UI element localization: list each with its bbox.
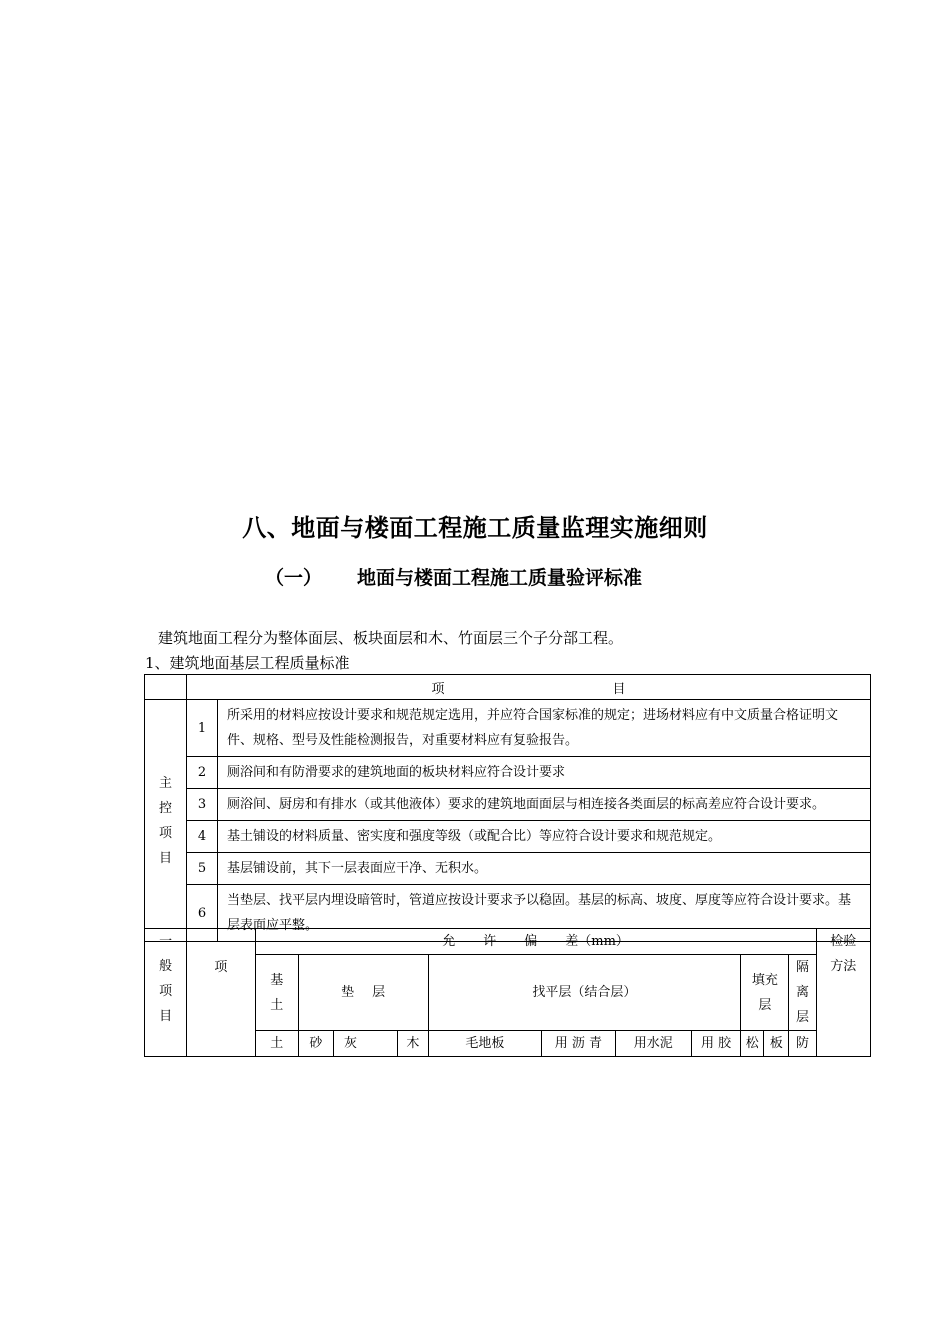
subcol: 松 (741, 1031, 764, 1057)
row-number: 2 (187, 757, 218, 789)
table-row (145, 700, 871, 757)
table-row (145, 821, 871, 853)
row-text: 基层铺设前，其下一层表面应干净、无积水。 (218, 853, 871, 885)
general-items-table (144, 928, 871, 1057)
item-label: 项 (187, 929, 255, 1057)
subcol: 毛地板 (428, 1031, 542, 1057)
subcol: 砂 (298, 1031, 333, 1057)
subcol: 木 (398, 1031, 428, 1057)
inspection-method: 检验 方法 (816, 929, 870, 1057)
row-number: 6 (187, 885, 218, 942)
row-text: 当垫层、找平层内埋设暗管时，管道应按设计要求予以稳固。基层的标高、坡度、厚度等应符合设计要求。基层表面应平整。 (218, 885, 871, 942)
row-number: 3 (187, 789, 218, 821)
intro-paragraph: 建筑地面工程分为整体面层、板块面层和木、竹面层三个子分部工程。 (158, 629, 624, 647)
col-dianceng: 垫 层 (298, 955, 428, 1031)
col-jitu: 基 土 (255, 955, 298, 1031)
table-row (145, 757, 871, 789)
table-header: 项 目 (187, 675, 871, 700)
subtitle-text: 地面与楼面工程施工质量验评标准 (357, 567, 643, 589)
col-geli: 隔 离 层 (789, 955, 816, 1031)
page-title: 八、地面与楼面工程施工质量监理实施细则 (242, 513, 708, 542)
section-heading: 1、建筑地面基层工程质量标准 (145, 654, 350, 672)
row-text: 基土铺设的材料质量、密实度和强度等级（或配合比）等应符合设计要求和规范规定。 (218, 821, 871, 853)
col-zhaopingceng: 找平层（结合层） (428, 955, 741, 1031)
main-control-label: 主 控 项 目 (145, 700, 187, 942)
row-text: 厕浴间和有防滑要求的建筑地面的板块材料应符合设计要求 (218, 757, 871, 789)
tolerance-header: 允 许 偏 差（mm） (255, 929, 816, 955)
subtitle (265, 563, 642, 590)
row-number: 5 (187, 853, 218, 885)
subcol: 防 (789, 1031, 816, 1057)
table-header-row (145, 675, 871, 700)
subcol: 用 胶 (691, 1031, 740, 1057)
row-text: 所采用的材料应按设计要求和规范规定选用，并应符合国家标准的规定；进场材料应有中文质量合格证明文件、规格、型号及性能检测报告，对重要材料应有复验报告。 (218, 700, 871, 757)
table-row (145, 789, 871, 821)
table-row (145, 853, 871, 885)
subcol: 用 沥 青 (542, 1031, 615, 1057)
subcol: 灰 (334, 1031, 398, 1057)
col-tianchong: 填充 层 (741, 955, 789, 1031)
row-text: 厕浴间、厨房和有排水（或其他液体）要求的建筑地面面层与相连接各类面层的标高差应符合设计要求。 (218, 789, 871, 821)
subcol: 土 (255, 1031, 298, 1057)
general-items-label: 一 般 项 目 (145, 929, 187, 1057)
subtitle-number: （一） (265, 567, 323, 589)
row-number: 1 (187, 700, 218, 757)
main-control-table (144, 674, 871, 942)
row-number: 4 (187, 821, 218, 853)
subcol: 用水泥 (615, 1031, 691, 1057)
subcol: 板 (764, 1031, 789, 1057)
